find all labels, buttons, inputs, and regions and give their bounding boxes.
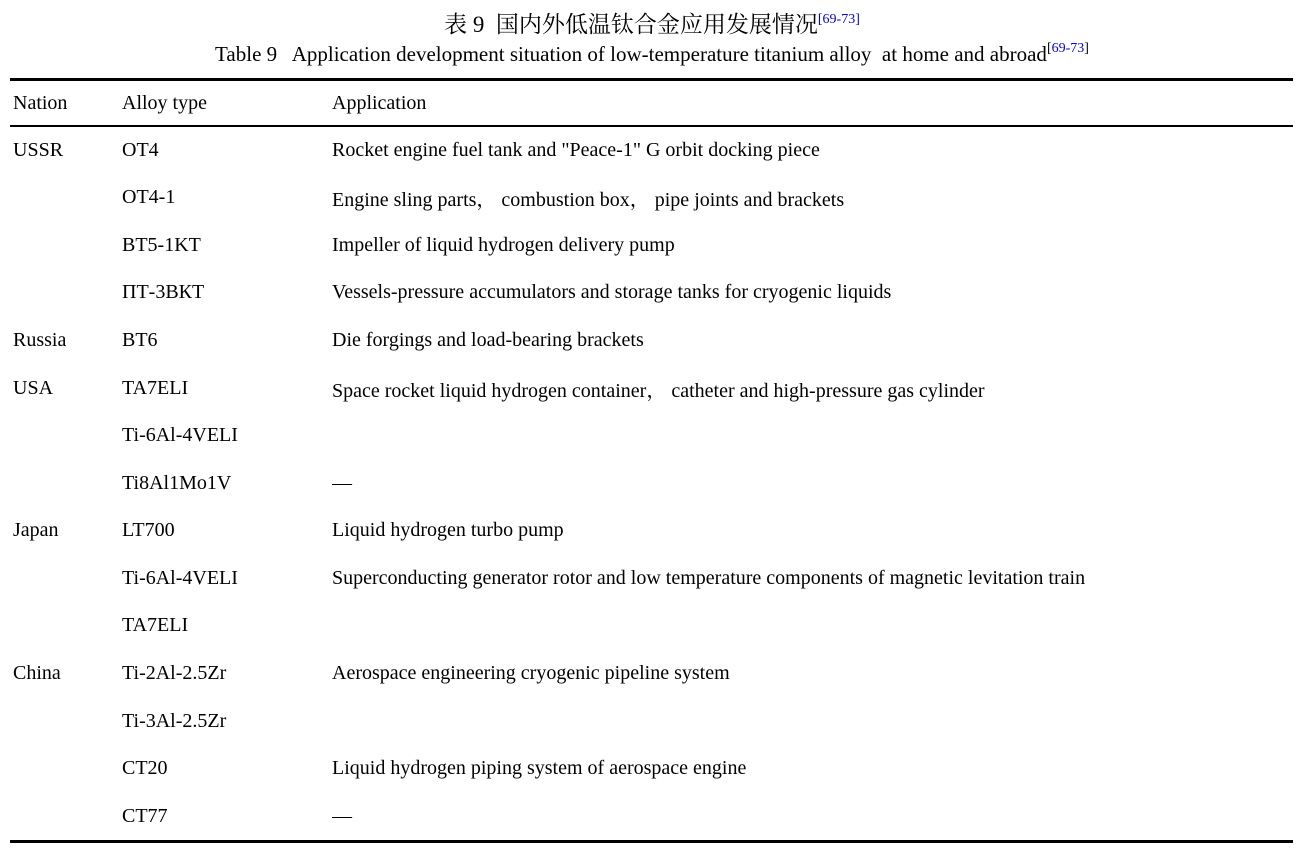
- application-cell: —: [332, 471, 352, 494]
- nation-cell: Japan: [13, 519, 59, 542]
- application-cell: Impeller of liquid hydrogen delivery pump: [332, 233, 675, 256]
- alloy-cell: Ti-2Al-2.5Zr: [122, 661, 227, 684]
- alloy-cell: OT4: [122, 138, 159, 161]
- table-row: [10, 364, 1293, 412]
- alloy-cell: CT77: [122, 804, 168, 827]
- application-cell: Superconducting generator rotor and low temperature components of magnetic levitation train: [332, 566, 1086, 589]
- alloy-cell: TA7ELI: [122, 376, 189, 399]
- table-row: [10, 317, 1293, 365]
- alloy-cell: LT700: [122, 519, 175, 542]
- application-cell: Die forgings and load-bearing brackets: [332, 329, 644, 352]
- nation-cell: USSR: [13, 138, 64, 161]
- header-nation: Nation: [13, 91, 68, 114]
- table-row: [10, 412, 1293, 460]
- alloy-cell: Ti8Al1Mo1V: [122, 471, 232, 494]
- table-row: [10, 650, 1293, 698]
- table-body: [10, 127, 1293, 841]
- application-cell: Space rocket liquid hydrogen container， catheter and high-pressure gas cylinder: [332, 379, 985, 402]
- table-row: [10, 507, 1293, 555]
- table-row: [10, 555, 1293, 603]
- alloy-cell: CT20: [122, 757, 168, 780]
- alloy-cell: TA7ELI: [122, 614, 189, 637]
- nation-cell: USA: [13, 376, 54, 399]
- table-row: [10, 222, 1293, 270]
- table-title-chinese-text: 表 9 国内外低温钛合金应用发展情况: [444, 12, 818, 37]
- table-row: [10, 792, 1293, 840]
- citation-bracket-open: [: [1046, 41, 1052, 56]
- table-header-row: [10, 81, 1293, 125]
- alloy-cell: Ti-6Al-4VELI: [122, 566, 238, 589]
- alloy-cell: BT5-1KT: [122, 233, 201, 256]
- table-title-chinese: [0, 6, 1304, 39]
- alloy-cell: Ti-6Al-4VELI: [122, 424, 238, 447]
- header-application: Application: [332, 91, 427, 114]
- nation-cell: China: [13, 661, 61, 684]
- alloy-cell: OT4-1: [122, 186, 176, 209]
- table-row: [10, 697, 1293, 745]
- citation-ref-numbers: 69-73: [1051, 41, 1085, 56]
- application-cell: Liquid hydrogen piping system of aerospace engine: [332, 757, 747, 780]
- citation-ref-chinese: [69-73]: [817, 12, 860, 27]
- table-row: [10, 127, 1293, 175]
- application-cell: Rocket engine fuel tank and "Peace-1" G orbit docking piece: [332, 138, 820, 161]
- table-row: [10, 459, 1293, 507]
- application-cell: Aerospace engineering cryogenic pipeline system: [332, 661, 730, 684]
- alloy-cell: Ti-3Al-2.5Zr: [122, 709, 227, 732]
- alloy-cell: ПТ-3ВКТ: [122, 281, 205, 304]
- alloy-cell: BT6: [122, 329, 158, 352]
- citation-ref-english: [1047, 41, 1089, 57]
- table-row: [10, 745, 1293, 793]
- header-alloy-type: Alloy type: [122, 91, 207, 114]
- table-row: [10, 269, 1293, 317]
- citation-bracket-close: ]: [1084, 41, 1089, 56]
- table-title-english: [0, 42, 1304, 67]
- application-cell: —: [332, 804, 352, 827]
- nation-cell: Russia: [13, 329, 67, 352]
- application-cell: Engine sling parts， combustion box， pipe joints and brackets: [332, 189, 845, 212]
- application-cell: Vessels-pressure accumulators and storage tanks for cryogenic liquids: [332, 281, 892, 304]
- table-bottom-rule: [10, 840, 1293, 843]
- table-title-english-text: Table 9 Application development situation of low-temperature titanium alloy at home and abroad: [215, 42, 1047, 66]
- application-cell: Liquid hydrogen turbo pump: [332, 519, 564, 542]
- table-row: [10, 602, 1293, 650]
- table-row: [10, 174, 1293, 222]
